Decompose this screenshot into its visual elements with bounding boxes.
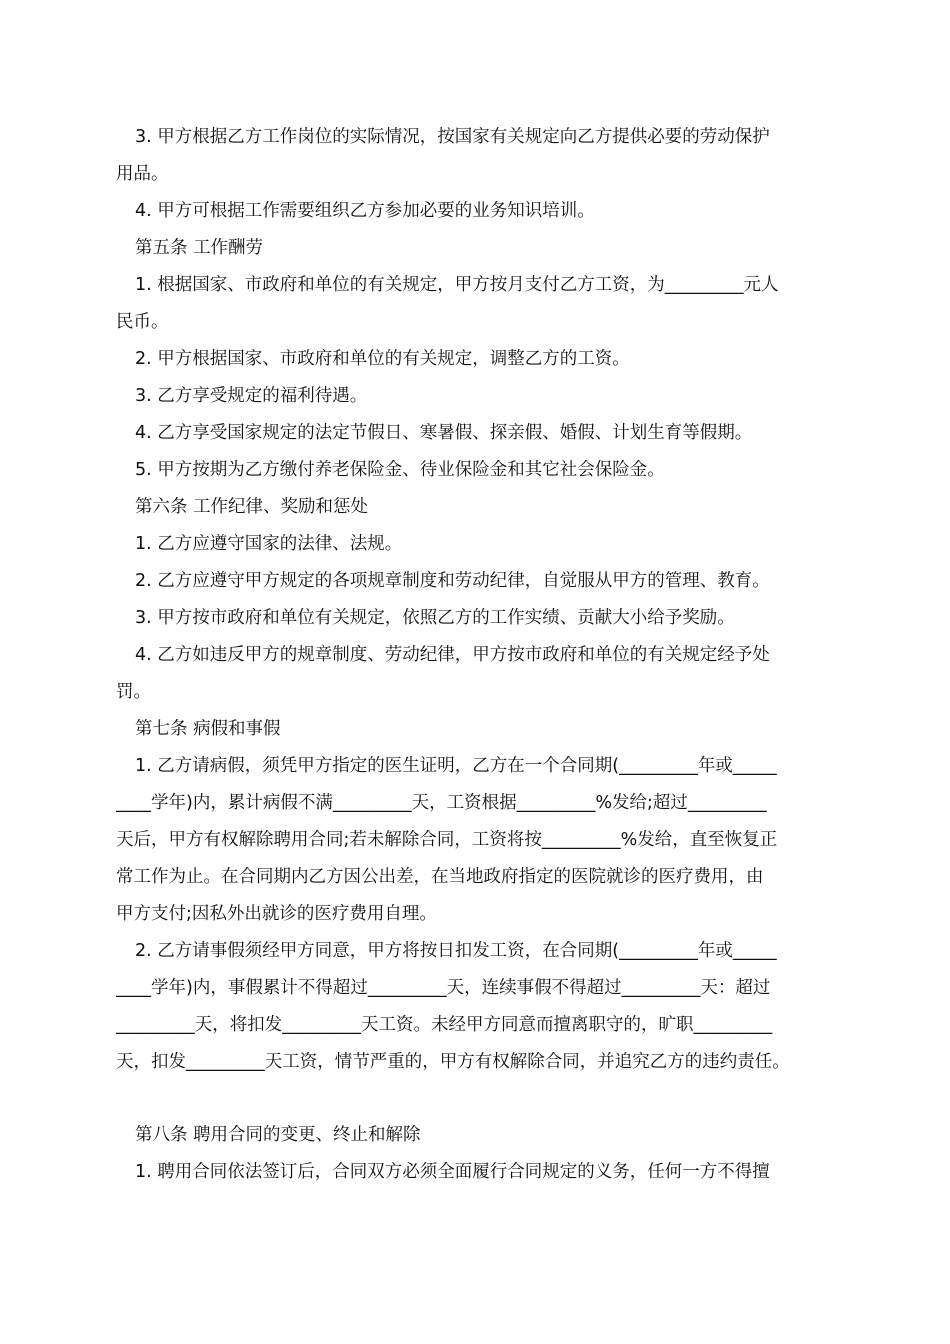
article-7-item-1-cont: 常工作为止。在合同期内乙方因公出差，在当地政府指定的医院就诊的医疗费用，由: [116, 867, 764, 887]
article-6-item-1: 1. 乙方应遵守国家的法律、法规。: [135, 534, 403, 554]
article-6-heading: 第六条 工作纪律、奖励和惩处: [135, 497, 369, 517]
article-7-item-1-cont: 天后，甲方有权解除聘用合同;若未解除合同，工资将按_________%发给，直至恢复正: [116, 830, 778, 850]
article-7-item-2-cont: 天，扣发_________天工资，情节严重的，甲方有权解除合同，并追究乙方的违约责任。: [116, 1052, 790, 1072]
contract-body: [116, 124, 838, 1196]
article-6-item-4: 4. 乙方如违反甲方的规章制度、劳动纪律，甲方按市政府和单位的有关规定经予处: [135, 645, 770, 665]
article-5-item-1: 1. 根据国家、市政府和单位的有关规定，甲方按月支付乙方工资，为_________元人: [135, 275, 779, 295]
article-7-item-2: 2. 乙方请事假须经甲方同意，甲方将按日扣发工资，在合同期(_________年或_____: [135, 941, 777, 961]
article-7-item-1-cont: ____学年)内，累计病假不满_________天，工资根据_________%发给;超过_________: [116, 793, 767, 813]
clause-4-item-3-cont: 用品。: [116, 164, 169, 184]
article-7-item-1-cont: 甲方支付;因私外出就诊的医疗费用自理。: [116, 904, 437, 924]
article-7-item-2-cont: _________天，将扣发_________天工资。未经甲方同意而擅离职守的，旷职_________: [116, 1015, 773, 1035]
article-6-item-2: 2. 乙方应遵守甲方规定的各项规章制度和劳动纪律，自觉服从甲方的管理、教育。: [135, 571, 770, 591]
article-7-item-2-cont: ____学年)内，事假累计不得超过_________天，连续事假不得超过_________天：超过: [116, 978, 771, 998]
article-5-heading: 第五条 工作酬劳: [135, 238, 264, 258]
article-5-item-5: 5. 甲方按期为乙方缴付养老保险金、待业保险金和其它社会保险金。: [135, 460, 665, 480]
article-6-item-3: 3. 甲方按市政府和单位有关规定，依照乙方的工作实绩、贡献大小给予奖励。: [135, 608, 735, 628]
article-7-item-1: 1. 乙方请病假，须凭甲方指定的医生证明，乙方在一个合同期(_________年或_____: [135, 756, 777, 776]
article-8-heading: 第八条 聘用合同的变更、终止和解除: [135, 1125, 421, 1145]
article-5-item-2: 2. 甲方根据国家、市政府和单位的有关规定，调整乙方的工资。: [135, 349, 630, 369]
article-8-item-1: 1. 聘用合同依法签订后，合同双方必须全面履行合同规定的义务，任何一方不得擅: [135, 1162, 770, 1182]
clause-4-item-3: 3. 甲方根据乙方工作岗位的实际情况，按国家有关规定向乙方提供必要的劳动保护: [135, 127, 770, 147]
article-5-item-1-cont: 民币。: [116, 312, 169, 332]
article-5-item-4: 4. 乙方享受国家规定的法定节假日、寒暑假、探亲假、婚假、计划生育等假期。: [135, 423, 753, 443]
article-6-item-4-cont: 罚。: [116, 682, 151, 702]
article-5-item-3: 3. 乙方享受规定的福利待遇。: [135, 386, 368, 406]
clause-4-item-4: 4. 甲方可根据工作需要组织乙方参加必要的业务知识培训。: [135, 201, 595, 221]
article-7-heading: 第七条 病假和事假: [135, 719, 281, 739]
paragraph-gap: [116, 1086, 838, 1122]
